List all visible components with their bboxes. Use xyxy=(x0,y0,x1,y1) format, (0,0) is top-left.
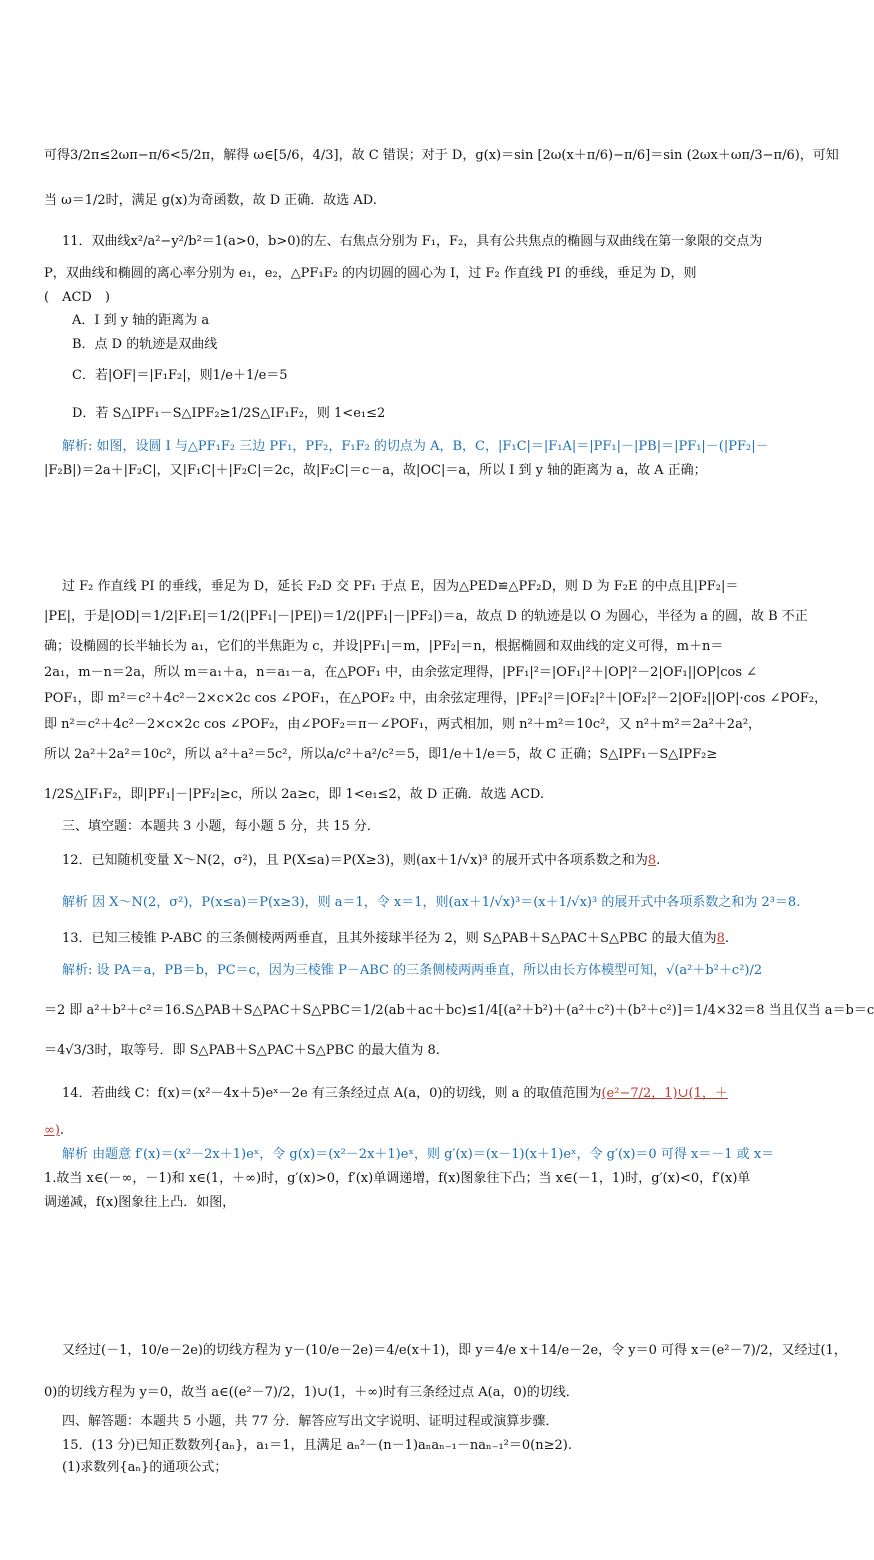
option-a: A．I 到 y 轴的距离为 a xyxy=(72,313,210,328)
question-13-answer: 8 xyxy=(716,931,725,946)
section-3-heading: 三、填空题：本题共 3 小题，每小题 5 分，共 15 分． xyxy=(62,819,380,834)
text-line: 当 ω＝1/2时，满足 g(x)为奇函数，故 D 正确．故选 AD. xyxy=(44,193,377,208)
question-11-answer: ( ACD ) xyxy=(44,290,110,305)
question-13-text: 13．已知三棱锥 P-ABC 的三条侧棱两两垂直，且其外接球半径为 2，则 S△PAB＋S△PAC＋S△PBC 的最大值为 xyxy=(62,931,717,946)
figure-placeholder xyxy=(0,1220,794,1330)
text-line: 可得3/2π≤2ωπ−π/6<5/2π，解得 ω∈[5/6，4/3]，故 C 错误；对于 D，g(x)＝sin [2ω(x＋π/6)−π/6]＝sin (2ωx＋ωπ/3−π/6)，可知 xyxy=(44,148,839,163)
figure-placeholder xyxy=(0,490,794,570)
question-12-answer: 8 xyxy=(647,853,657,868)
question-14 xyxy=(62,1085,772,1103)
solution-11: 确；设椭圆的长半轴长为 a₁，它们的半焦距为 c，并设|PF₁|＝m，|PF₂|＝n，根据椭圆和双曲线的定义可得，m＋n＝ xyxy=(44,639,724,654)
solution-11: 2a₁，m－n＝2a，所以 m＝a₁＋a，n＝a₁－a，在△POF₁ 中，由余弦定理得，|PF₁|²＝|OF₁|²＋|OP|²－2|OF₁||OP|cos ∠ xyxy=(44,665,758,680)
question-11-stem: 11．双曲线x²/a²−y²/b²＝1(a>0，b>0)的左、右焦点分别为 F₁，F₂，具有公共焦点的椭圆与双曲线在第一象限的交点为 xyxy=(62,234,763,249)
question-12-text: 12．已知随机变量 X～N(2，σ²)，且 P(X≤a)＝P(X≥3)，则(ax＋1/√x)³ 的展开式中各项系数之和为 xyxy=(62,853,648,868)
question-14-text: 14．若曲线 C：f(x)＝(x²－4x＋5)eˣ－2e 有三条经过点 A(a，0)的切线，则 a 的取值范围为 xyxy=(62,1086,602,1101)
solution-11: 所以 2a²＋2a²＝10c²，所以 a²＋a²＝5c²，所以a/c²＋a²/c²＝5，即1/e＋1/e＝5，故 C 正确；S△IPF₁－S△IPF₂≥ xyxy=(44,747,718,762)
solution-14: 又经过(－1，10/e－2e)的切线方程为 y－(10/e－2e)＝4/e(x＋1)，即 y＝4/e x＋14/e－2e，令 y＝0 可得 x＝(e²－7)/2，又经过(1， xyxy=(62,1343,847,1358)
option-c: C．若|OF|＝|F₁F₂|，则1/e＋1/e＝5 xyxy=(72,368,288,383)
solution-13: ＝2 即 a²＋b²＋c²＝16.S△PAB＋S△PAC＋S△PBC＝1/2(ab＋ac＋bc)≤1/4[(a²＋b²)＋(a²＋c²)＋(b²＋c²)]＝1/4×32＝8 当且仅当 a＝b＝c xyxy=(44,1003,874,1018)
solution-12: 解析 因 X～N(2，σ²)，P(x≤a)＝P(x≥3)，则 a＝1，令 x＝1，则(ax＋1/√x)³＝(x＋1/√x)³ 的展开式中各项系数之和为 2³＝8. xyxy=(62,895,801,910)
solution-14: 1.故当 x∈(－∞，－1)和 x∈(1，＋∞)时，g′(x)>0，f′(x)单调递增，f(x)图象往下凸；当 x∈(－1，1)时，g′(x)<0，f′(x)单 xyxy=(44,1171,751,1186)
question-14-answer: (e²−7/2，1)∪(1，＋ xyxy=(601,1086,728,1101)
solution-11: 1/2S△IF₁F₂，即|PF₁|－|PF₂|≥c，所以 2a≥c，即 1<e₁≤2，故 D 正确．故选 ACD. xyxy=(44,787,545,802)
solution-11: 解析: 如图，设圆 I 与△PF₁F₂ 三边 PF₁，PF₂，F₁F₂ 的切点为 A，B，C，|F₁C|＝|F₁A|＝|PF₁|－|PB|＝|PF₁|－(|PF₂|－ xyxy=(62,439,769,454)
solution-13: ＝4√3/3时，取等号．即 S△PAB＋S△PAC＋S△PBC 的最大值为 8. xyxy=(44,1043,440,1058)
question-15: 15．(13 分)已知正数数列{aₙ}，a₁＝1，且满足 aₙ²－(n－1)aₙaₙ₋₁－naₙ₋₁²＝0(n≥2). xyxy=(62,1438,572,1453)
option-b: B．点 D 的轨迹是双曲线 xyxy=(72,337,218,352)
solution-14: 解析 由题意 f′(x)＝(x²－2x＋1)eˣ，令 g(x)＝(x²－2x＋1)eˣ，则 g′(x)＝(x－1)(x＋1)eˣ，令 g′(x)＝0 可得 x＝－1 或 x＝ xyxy=(62,1147,775,1162)
solution-14: 调递减，f(x)图象往上凸．如图， xyxy=(44,1195,236,1210)
solution-13: 解析: 设 PA＝a，PB＝b，PC＝c，因为三棱锥 P－ABC 的三条侧棱两两垂直，所以由长方体模型可知，√(a²＋b²＋c²)/2 xyxy=(62,963,763,978)
solution-11: POF₁，即 m²＝c²＋4c²－2×c×2c cos ∠POF₁，在△POF₂ 中，由余弦定理得，|PF₂|²＝|OF₂|²＋|OF₂|²－2|OF₂||OP|·cos ∠POF₂， xyxy=(44,691,828,706)
solution-11: 即 n²＝c²＋4c²－2×c×2c cos ∠POF₂，由∠POF₂＝π－∠POF₁，两式相加，则 n²＋m²＝10c²，又 n²＋m²＝2a²＋2a²， xyxy=(44,717,762,732)
option-d: D．若 S△IPF₁－S△IPF₂≥1/2S△IF₁F₂，则 1<e₁≤2 xyxy=(72,406,386,421)
question-14-answer: ∞) xyxy=(44,1123,60,1138)
solution-11: 过 F₂ 作直线 PI 的垂线，垂足为 D，延长 F₂D 交 PF₁ 于点 E，因为△PED≌△PF₂D，则 D 为 F₂E 的中点且|PF₂|＝ xyxy=(62,579,739,594)
solution-14: 0)的切线方程为 y＝0，故当 a∈((e²－7)/2，1)∪(1，＋∞)时有三条经过点 A(a，0)的切线． xyxy=(44,1385,579,1400)
question-13: 13．已知三棱锥 P-ABC 的三条侧棱两两垂直，且其外接球半径为 2，则 S△PAB＋S△PAC＋S△PBC 的最大值为8. xyxy=(62,931,730,946)
question-12: 12．已知随机变量 X～N(2，σ²)，且 P(X≤a)＝P(X≥3)，则(ax＋1/√x)³ 的展开式中各项系数之和为8. xyxy=(62,853,661,868)
solution-11: |F₂B|)＝2a＋|F₂C|，又|F₁C|＋|F₂C|＝2c，故|F₂C|＝c－a，故|OC|＝a，所以 I 到 y 轴的距离为 a，故 A 正确； xyxy=(44,463,707,478)
question-11-stem: P，双曲线和椭圆的离心率分别为 e₁，e₂，△PF₁F₂ 的内切圆的圆心为 I，过 F₂ 作直线 PI 的垂线，垂足为 D，则 xyxy=(44,266,697,281)
solution-11: |PE|，于是|OD|＝1/2|F₁E|＝1/2(|PF₁|－|PE|)＝1/2(|PF₁|－|PF₂|)＝a，故点 D 的轨迹是以 O 为圆心，半径为 a 的圆，故 B 不正 xyxy=(44,609,808,624)
section-4-heading: 四、解答题：本题共 5 小题，共 77 分．解答应写出文字说明、证明过程或演算步骤． xyxy=(62,1414,559,1429)
question-14-answer-cont: ∞). xyxy=(44,1123,65,1138)
question-15-part-1: (1)求数列{aₙ}的通项公式； xyxy=(62,1460,228,1475)
